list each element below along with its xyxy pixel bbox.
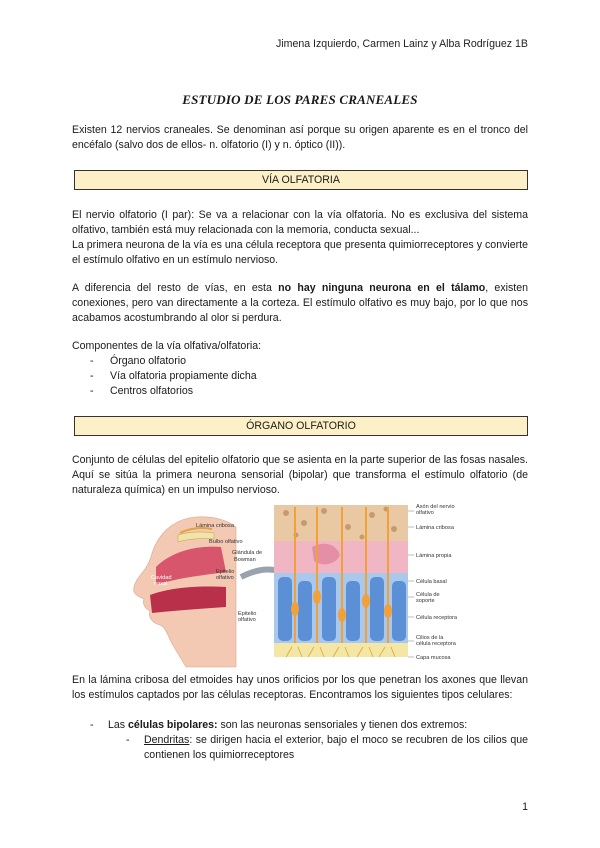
- label-cilios-b: célula receptora: [416, 641, 456, 647]
- label-lamina-propia: Lámina propia: [416, 553, 452, 559]
- label-epitelio-olfativo-1: Epitelio: [216, 569, 235, 575]
- label-celula-soporte: Célula de: [416, 592, 440, 598]
- label-epitelio-olfativo-2b: olfativo: [238, 617, 256, 623]
- list-item: - Centros olfatorios: [90, 385, 194, 397]
- page-title: ESTUDIO DE LOS PARES CRANEALES: [182, 92, 418, 107]
- label-epitelio-olfativo-1b: olfativo: [216, 575, 234, 581]
- intro-paragraph: Existen 12 nervios craneales. Se denominan así porque su origen aparente es en el tronco del encéfalo (salvo dos de ellos- n. olfatorio (I) y n. óptico (II)).: [72, 124, 528, 151]
- label-bulbo-olfativo: Bulbo olfativo: [209, 539, 243, 545]
- list-item: - Órgano olfatorio: [90, 355, 186, 367]
- section-heading-organo-olfatorio: ÓRGANO OLFATORIO: [74, 416, 528, 436]
- label-capa-mucosa: Capa mucosa: [416, 655, 451, 661]
- label-celula-soporte-b: soporte: [416, 598, 435, 604]
- label-axon: Axón del nervio: [416, 504, 455, 510]
- page-header: Jimena Izquierdo, Carmen Lainz y Alba Rodríguez 1B: [275, 38, 528, 50]
- label-nasal: nasal: [154, 581, 168, 587]
- label-bowman: Bowman: [234, 557, 256, 563]
- label-cavidad: Cavidad: [151, 575, 172, 581]
- paragraph-diferencia-vias: A diferencia del resto de vías, en esta no hay ninguna neurona en el tálamo, existen conexiones, pero van directamente a la corteza. El estímulo olfativo es muy bajo, por lo que nos acabamos acostumbrando al olor si perdura.: [72, 282, 528, 324]
- paragraph-primera-neurona: La primera neurona de la vía es una célula receptora que presenta quimiorreceptores y convierte el estímulo olfativo en un estímulo nervioso.: [72, 239, 528, 266]
- page-number: 1: [522, 801, 528, 813]
- paragraph-nervio-olfatorio: El nervio olfatorio (I par): Se va a relacionar con la vía olfatoria. No es exclusiva del sistema olfativo, también está muy relacionada con la memoria, conducta sexual...: [72, 209, 528, 236]
- label-epitelio-olfativo-2: Epitelio: [238, 611, 257, 617]
- label-lamina-cribosa: Lámina cribosa: [196, 523, 234, 529]
- label-lamina-cribosa-2: Lámina cribosa: [416, 525, 454, 531]
- epithelium-tissue-illustration: [274, 505, 408, 657]
- section-heading-via-olfatoria: VÍA OLFATORIA: [74, 170, 528, 190]
- label-celula-basal: Célula basal: [416, 579, 447, 585]
- list-item: - Vía olfatoria propiamente dicha: [90, 370, 257, 382]
- bold-talamo: no hay ninguna neurona en el tálamo: [278, 282, 486, 294]
- components-title: Componentes de la vía olfativa/olfatoria:: [72, 340, 262, 352]
- label-celula-receptora: Célula receptora: [416, 615, 458, 621]
- paragraph-lamina-cribosa: En la lámina cribosa del etmoides hay unos orificios por los que penetran los axones que llevan los estímulos captados por las células receptoras. Encontramos los siguientes tipos celulares:: [72, 674, 528, 701]
- label-axon-b: olfativo: [416, 510, 434, 516]
- label-glandula: Glándula de: [232, 550, 263, 556]
- components-list: [72, 354, 257, 399]
- label-cilios: Cilios de la: [416, 635, 444, 641]
- paragraph-conjunto-celulas: Conjunto de células del epitelio olfatorio que se asienta en la parte superior de las fosas nasales. Aquí se sitúa la primera neurona sensorial (bipolar) que transforma el estímulo olfatorio (de naturaleza química) en un impulso nervioso.: [72, 454, 528, 496]
- olfactory-epithelium-figure: [126, 497, 526, 672]
